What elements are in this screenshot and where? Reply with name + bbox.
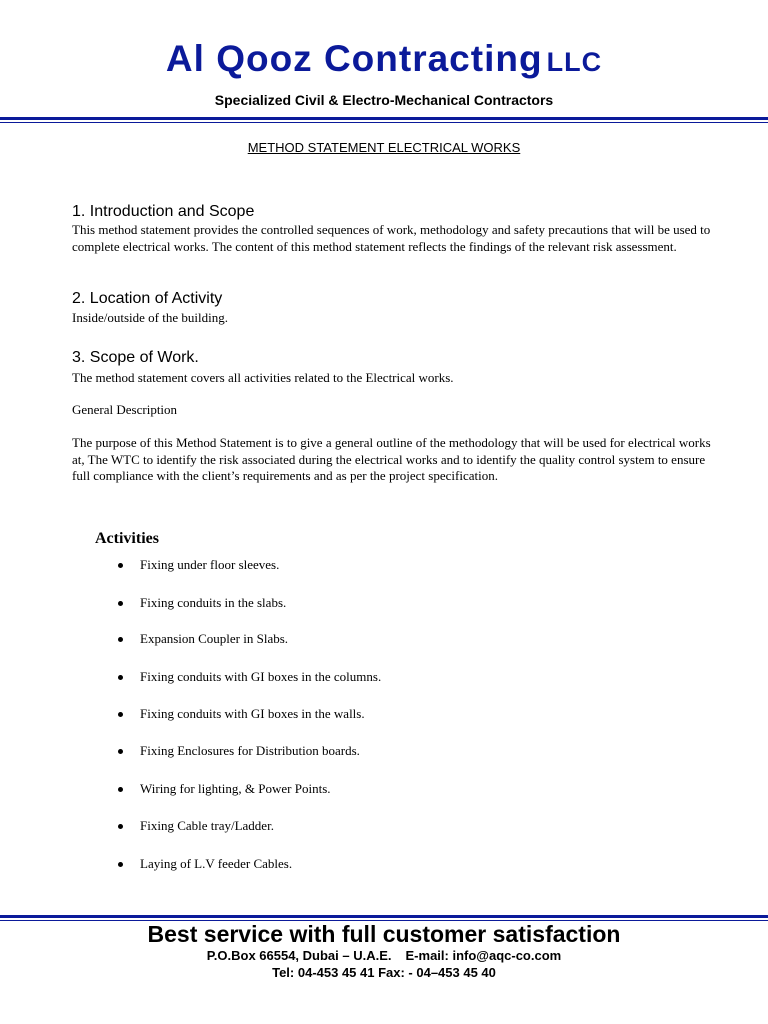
bullet-icon bbox=[118, 712, 123, 717]
section-2-text: Inside/outside of the building. bbox=[72, 310, 228, 325]
company-name-text: Al Qooz Contracting bbox=[165, 38, 543, 79]
bullet-icon bbox=[118, 563, 123, 568]
footer-phone: Tel: 04-453 45 41 Fax: - 04–453 45 40 bbox=[272, 965, 496, 980]
list-item: Laying of L.V feeder Cables. bbox=[118, 856, 292, 872]
header-rule bbox=[0, 117, 768, 120]
document-title: METHOD STATEMENT ELECTRICAL WORKS bbox=[247, 140, 521, 155]
header-rule-thin bbox=[0, 122, 768, 123]
list-item: Fixing conduits with GI boxes in the walls. bbox=[118, 706, 365, 722]
activities-heading: Activities bbox=[95, 530, 159, 547]
section-2-heading: 2. Location of Activity bbox=[72, 290, 223, 307]
list-item: Fixing conduits with GI boxes in the columns. bbox=[118, 669, 381, 685]
list-item: Expansion Coupler in Slabs. bbox=[118, 631, 288, 647]
bullet-icon bbox=[118, 787, 123, 792]
footer-rule bbox=[0, 915, 768, 918]
bullet-icon bbox=[118, 824, 123, 829]
general-description-label: General Description bbox=[72, 402, 178, 417]
footer-address: P.O.Box 66554, Dubai – U.A.E. bbox=[206, 948, 392, 963]
list-item: Fixing conduits in the slabs. bbox=[118, 595, 286, 611]
bullet-icon bbox=[118, 749, 123, 754]
list-item: Wiring for lighting, & Power Points. bbox=[118, 781, 331, 797]
company-name bbox=[0, 40, 768, 77]
company-tagline: Specialized Civil & Electro-Mechanical Contractors bbox=[214, 92, 554, 108]
section-1-heading: 1. Introduction and Scope bbox=[72, 203, 255, 220]
list-item: Fixing Cable tray/Ladder. bbox=[118, 818, 274, 834]
section-1-text: This method statement provides the controlled sequences of work, methodology and safety precautions that will be used to complete electrical works. The content of this method statement reflects the findings of the relevant risk assessment. bbox=[72, 222, 711, 254]
section-3-heading: 3. Scope of Work. bbox=[72, 349, 199, 366]
section-3-text: The method statement covers all activities related to the Electrical works. bbox=[72, 370, 454, 385]
purpose-paragraph: The purpose of this Method Statement is to give a general outline of the methodology that will be used for electrical works at, The WTC to identify the risk associated during the electrical works and to identify the quality control system to ensure full compliance with the client’s requirements and as per the project specification. bbox=[72, 435, 711, 483]
footer-slogan: Best service with full customer satisfaction bbox=[147, 921, 621, 947]
company-suffix: LLC bbox=[546, 47, 603, 77]
bullet-icon bbox=[118, 637, 123, 642]
footer-email: E-mail: info@aqc-co.com bbox=[405, 948, 562, 963]
bullet-icon bbox=[118, 862, 123, 867]
bullet-icon bbox=[118, 675, 123, 680]
bullet-icon bbox=[118, 601, 123, 606]
footer-address-line bbox=[0, 948, 768, 963]
list-item: Fixing under floor sleeves. bbox=[118, 557, 279, 573]
list-item: Fixing Enclosures for Distribution boards. bbox=[118, 743, 360, 759]
